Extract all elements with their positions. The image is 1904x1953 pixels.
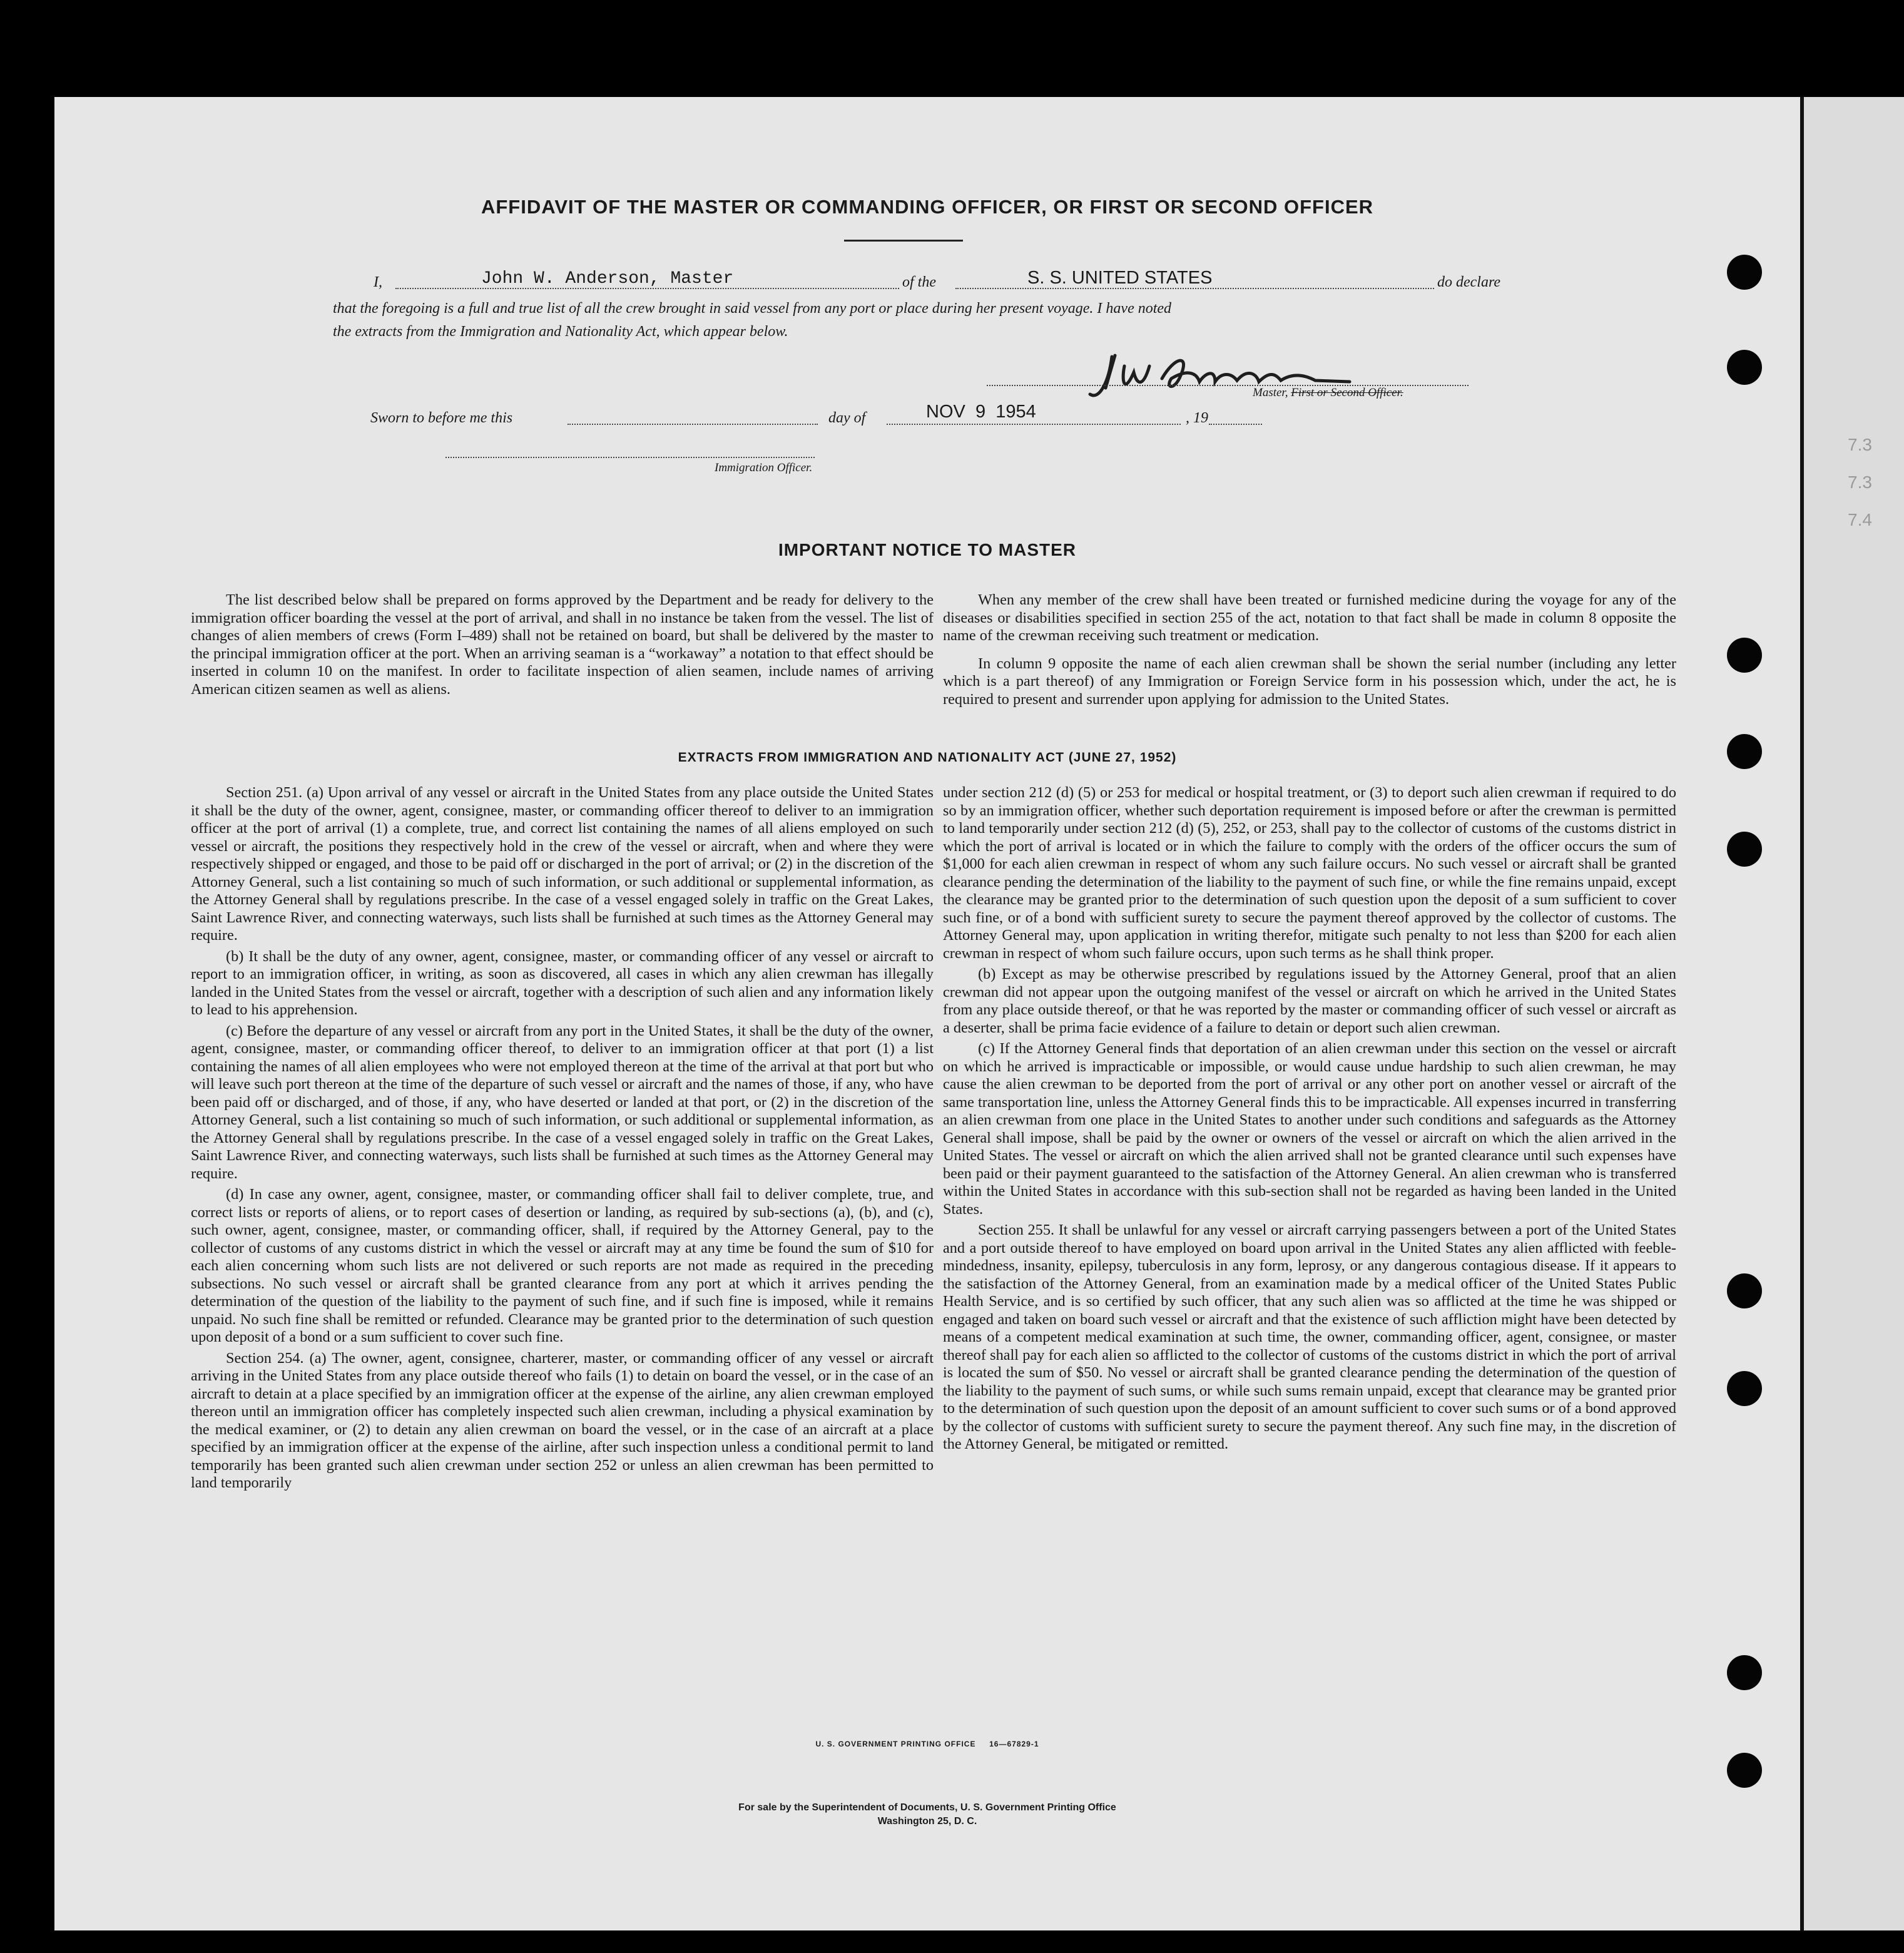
sworn-day-line — [568, 424, 818, 425]
sworn-label: Sworn to before me this — [370, 410, 513, 426]
binder-hole — [1727, 255, 1762, 290]
year-prefix-value: 19 — [1193, 410, 1208, 426]
declaration-line-1: that the foregoing is a full and true list of all the crew brought in said vessel from any port or place during her present voyage. I have noted — [333, 300, 1172, 317]
document-page — [54, 97, 1872, 1930]
adjacent-page-edge — [1800, 97, 1904, 1930]
extracts-left-column — [191, 784, 934, 1496]
declarant-name: John W. Anderson, Master — [481, 269, 734, 288]
section-251-b: (b) It shall be the duty of any owner, agent, consignee, master, or commanding officer of any vessel or aircraft to report to an immigration officer, in writing, as soon as discovered, all cases in which any alien crewman has illegally landed in the United States from the vessel or aircraft, together with a description of such alien and any information likely to lead to his apprehension. — [191, 947, 934, 1018]
caption-master: Master, — [1253, 386, 1288, 399]
officer-caption: Immigration Officer. — [715, 461, 813, 474]
signature — [1087, 344, 1437, 413]
ghost-text: 7.3 — [1848, 435, 1872, 454]
extracts-right-column — [943, 784, 1676, 1457]
section-251-c: (c) Before the departure of any vessel or aircraft from any port in the United States, it shall be the duty of the owner, agent, consignee, master, or commanding officer thereof, to deliver to an immigration officer at that port (1) a list containing the names of all alien employees who were not employed thereon at the time of the arrival at that port but who will leave such port thereon at the time of the departure of such vessel or aircraft and the names of those, if any, who have been paid off or discharged, and of those, if any, who have deserted or landed at that port, or (2) in the discretion of the Attorney General, such a list containing so much of such information, or such additional or supplemental information, as the Attorney General shall by regulations prescribe. In the case of a vessel engaged solely in traffic on the Great Lakes, Saint Lawrence River, and connecting waterways, such lists shall be furnished at such times as the Attorney General may require. — [191, 1022, 934, 1182]
year-line — [1209, 424, 1262, 425]
binder-hole — [1727, 1753, 1762, 1788]
notice-right-paragraph-1: When any member of the crew shall have been treated or furnished medicine during the voyage for any of the diseases or disabilities specified in section 255 of the act, notation to that fact shall be made in column 8 opposite the name of the crewman receiving such treatment or medication. — [943, 591, 1676, 644]
ghost-text: 7.4 — [1848, 510, 1872, 529]
vessel-name: S. S. UNITED STATES — [1027, 268, 1213, 288]
caption-struck: First or Second Officer. — [1291, 386, 1403, 399]
notice-title: IMPORTANT NOTICE TO MASTER — [778, 540, 1077, 559]
year-prefix: , 19 — [1186, 410, 1208, 426]
sale-line-2: Washington 25, D. C. — [877, 1816, 977, 1827]
binder-hole — [1727, 1273, 1762, 1308]
section-251-d: (d) In case any owner, agent, consignee, master, or commanding officer shall fail to deliver complete, true, and correct lists or reports of aliens, or to report cases of desertion or landing, as required by sub-sections (a), (b), and (c), such owner, agent, consignee, master, or commanding officer, shall, if required by the Attorney General, pay to the collector of customs of any customs district in which the vessel or aircraft may at any time be found the sum of $10 for each alien concerning whom such lists are not delivered or such reports are not made as required in the preceding subsections. No such vessel or aircraft shall be granted clearance from any port at which it arrives pending the determination of the question of the liability to the payment of such fine, and if such fine is imposed, while it remains unpaid. No such fine shall be remitted or refunded. Clearance may be granted prior to the determination of such question upon deposit of a bond or a sum sufficient to cover such fine. — [191, 1186, 934, 1345]
section-251-a: Section 251. (a) Upon arrival of any vessel or aircraft in the United States from any place outside the United States it shall be the duty of the owner, agent, consignee, master, or commanding officer thereof to deliver to an immigration officer at the port of arrival (1) a complete, true, and correct list containing the names of all aliens employed on such vessel or aircraft, the positions they respectively hold in the crew of the vessel or aircraft, when and where they were respectively shipped or engaged, and those to be paid off or discharged in the port of arrival; or (2) in the discretion of the Attorney General, such a list containing so much of such information, or such additional or supplemental information, as the Attorney General shall by regulations prescribe. In the case of a vessel engaged solely in traffic on the Great Lakes, Saint Lawrence River, and connecting waterways, such lists shall be furnished at such times as the Attorney General may require. — [191, 784, 934, 944]
notice-right-paragraph-2: In column 9 opposite the name of each alien crewman shall be shown the serial number (including any letter which is a part thereof) of any Immigration or Foreign Service form in his possession which, under the act, he is required to present and surrender upon applying for admission to the United States. — [943, 655, 1676, 708]
title-rule — [844, 240, 963, 242]
section-254-b: (b) Except as may be otherwise prescribed by regulations issued by the Attorney General, proof that an alien crewman did not appear upon the outgoing manifest of the vessel or aircraft on which he arrived in the United States from any place outside thereof, or that he was reported by the master or commanding officer of such vessel or aircraft as a deserter, shall be prima facie evidence of a failure to detain or deport such alien crewman. — [943, 966, 1676, 1036]
i-label: I, — [374, 274, 382, 290]
notice-right-column — [943, 591, 1676, 711]
of-the-label: of the — [902, 274, 936, 290]
sworn-date-line — [887, 424, 1181, 425]
ghost-text: 7.3 — [1848, 472, 1872, 492]
section-254-c: (c) If the Attorney General finds that deportation of an alien crewman under this section on the vessel or aircraft on which he arrived is impracticable or impossible, or would cause undue hardship to such alien crewman, he may cause the alien crewman to be deported from the port of arrival or any other port on another vessel or aircraft of the same transportation line, unless the Attorney General finds this to be impracticable. All expenses incurred in transferring an alien crewman from one place in the United States to another under such conditions and safeguards as the Attorney General shall impose, shall be paid by the owner or owners of the vessel or aircraft on which the alien arrived in the United States. The vessel or aircraft on which the alien arrived shall not be granted clearance until such expenses have been paid or their payment guaranteed to the satisfaction of the Attorney General. An alien crewman who is transferred within the United States in accordance with this sub-section shall not be regarded as having been landed in the United States. — [943, 1040, 1676, 1218]
binder-hole — [1727, 1371, 1762, 1406]
binder-hole — [1727, 832, 1762, 867]
printer-line: U. S. GOVERNMENT PRINTING OFFICE 16—67829-1 — [815, 1740, 1039, 1748]
declaration-line-2: the extracts from the Immigration and Nationality Act, which appear below. — [333, 324, 788, 340]
officer-line — [445, 457, 815, 458]
binder-hole — [1727, 350, 1762, 385]
binder-hole — [1727, 1655, 1762, 1690]
section-255: Section 255. It shall be unlawful for any vessel or aircraft carrying passengers between a port of the United States and a port outside thereof to have employed on board upon arrival in the United States any alien afflicted with feeble-mindedness, insanity, epilepsy, tuberculosis in any form, leprosy, or any dangerous contagious disease. If it appears to the satisfaction of the Attorney General, from an examination made by a medical officer of the United States Public Health Service, and is so certified by such officer, that any such alien was so afflicted at the time he was shipped or engaged and taken on board such vessel or aircraft and that the existence of such affliction might have been detected by means of a competent medical examination at such time, the owner, commanding officer, agent, consignee, or master thereof shall pay for each alien so afflicted to the collector of customs of the customs district in which the port of arrival is located the sum of $50. No vessel or aircraft shall be granted clearance pending the determination of the question of the liability to the payment of such sums, or while such sums remain unpaid, except that clearance may be granted prior to the determination of such question upon the deposit of an amount sufficient to cover such sums or of a bond approved by the collector of customs with sufficient surety to secure the payment thereof. Any such fine may, in the discretion of the Attorney General, be mitigated or remitted. — [943, 1221, 1676, 1452]
notice-left-column — [191, 591, 934, 701]
section-254-a: Section 254. (a) The owner, agent, consignee, charterer, master, or commanding officer of any vessel or aircraft arriving in the United States from any place outside thereof who fails (1) to detain on board the vessel, or in the case of an aircraft to detain at a place specified by an immigration officer at the expense of the airline, any alien crewman employed thereon until an immigration officer has completely inspected such alien crewman, including a physical examination by the medical examiner, or (2) to detain any alien crewman on board the vessel, or in the case of an aircraft at a place specified by an immigration officer at the expense of the airline, after such inspection unless a conditional permit to land temporarily has been granted such alien crewman under section 252 or unless an alien crewman has been permitted to land temporarily — [191, 1349, 934, 1491]
extracts-title: EXTRACTS FROM IMMIGRATION AND NATIONALITY ACT (JUNE 27, 1952) — [678, 750, 1177, 765]
affidavit-title: AFFIDAVIT OF THE MASTER OR COMMANDING OFFICER, OR FIRST OR SECOND OFFICER — [481, 196, 1374, 218]
binder-hole — [1727, 638, 1762, 673]
day-of-label: day of — [828, 410, 866, 426]
notice-left-paragraph: The list described below shall be prepared on forms approved by the Department and be ready for delivery to the immigration officer boarding the vessel at the port of arrival, and shall in no instance be taken from the vessel. The list of changes of alien members of crews (Form I–489) shall not be retained on board, but shall be delivered by the master to the principal immigration officer at the port. When an arriving seaman is a “workaway” a notation to that effect should be inserted in column 10 on the manifest. In order to facilitate inspection of alien seamen, include names of arriving American citizen seamen as well as aliens. — [191, 591, 934, 698]
do-declare-label: do declare — [1437, 274, 1501, 290]
section-254-a-continued: under section 212 (d) (5) or 253 for medical or hospital treatment, or (3) to deport such alien crewman if required to do so by an immigration officer, whether such deportation requirement is imposed before or after the crewman is permitted to land temporarily under section 212 (d) (5), 252, or 253, shall pay to the collector of customs of the customs district in which the port of arrival is located or in which the failure to comply with the orders of the officer occurs the sum of $1,000 for each alien crewman in respect of whom any such failure occurs. No such vessel or aircraft shall be granted clearance pending the determination of the liability to the payment of such fine, or while the fine remains unpaid, except the clearance may be granted prior to the determination of such question upon the deposit of a sum sufficient to cover such fine, or of a bond with sufficient surety to secure the payment thereof approved by the collector of customs. The Attorney General may, upon application in writing therefor, mitigate such penalty to not less than $200 for each alien crewman in respect of whom such failure occurs, upon such terms as he shall think proper. — [943, 784, 1676, 962]
signature-caption — [1253, 386, 1403, 400]
sworn-date-stamp: NOV 9 1954 — [926, 402, 1036, 422]
sale-line-1: For sale by the Superintendent of Documents, U. S. Government Printing Office — [738, 1802, 1116, 1813]
